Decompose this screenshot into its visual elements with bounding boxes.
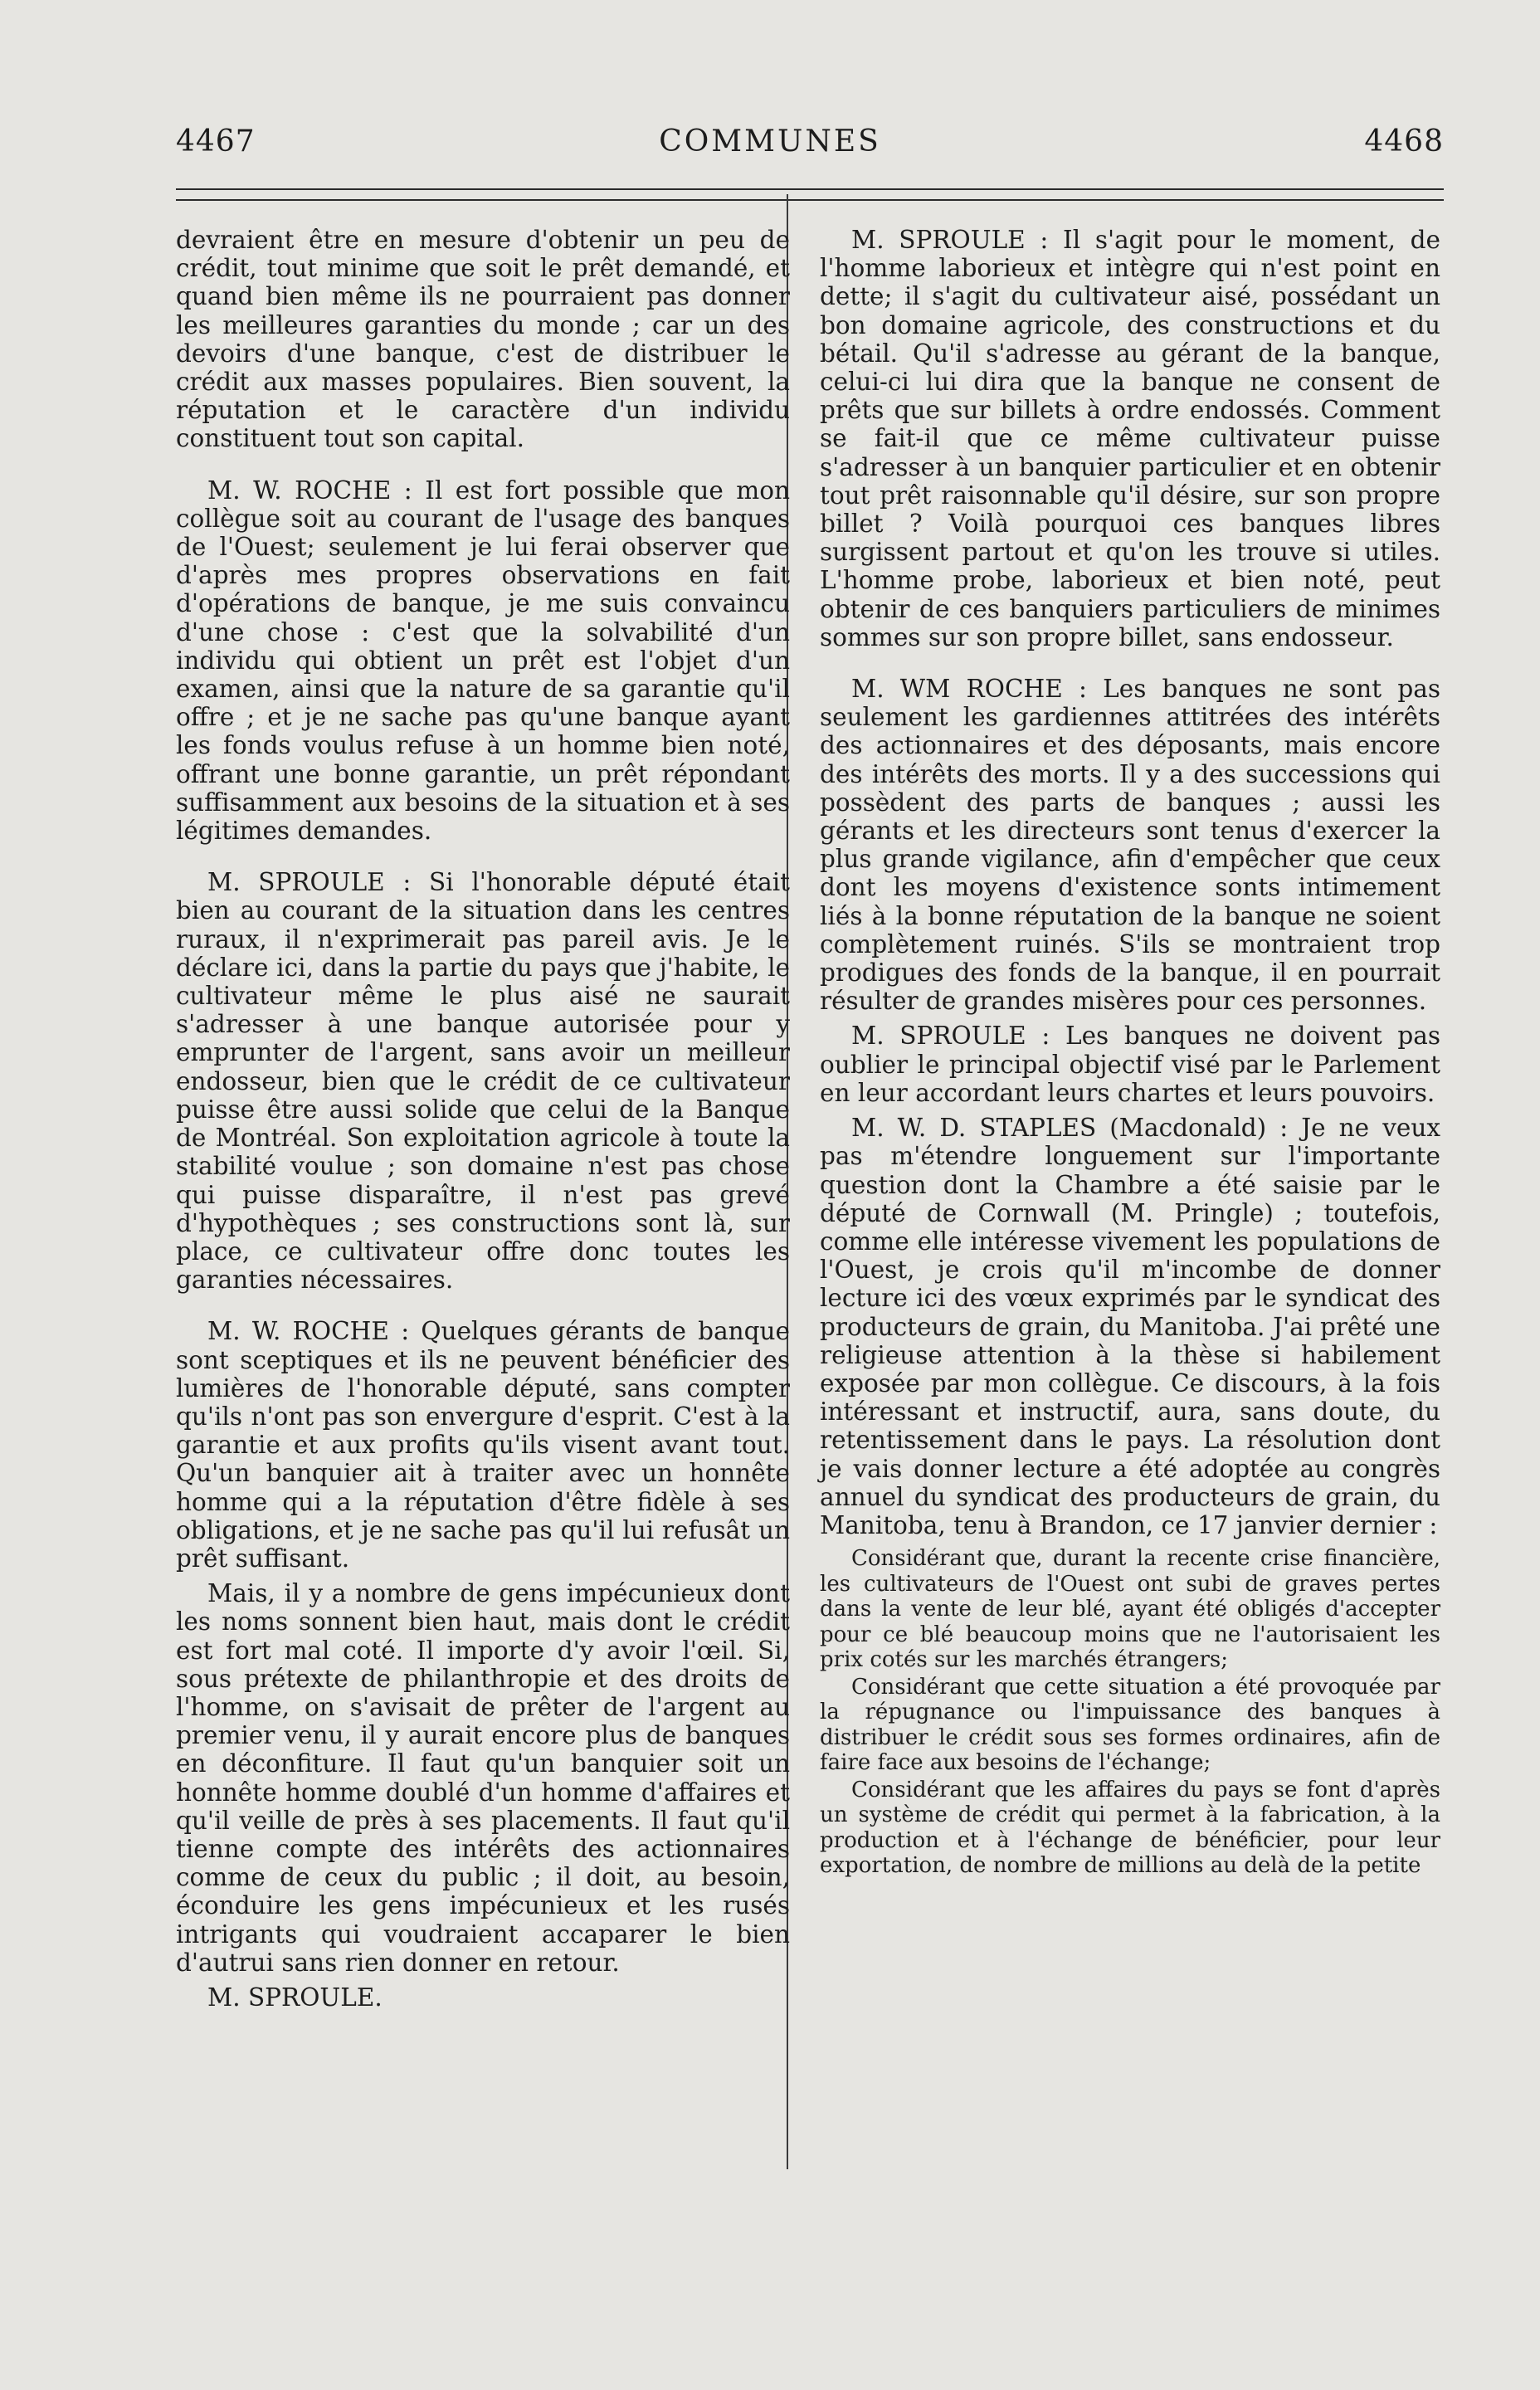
left-column — [176, 226, 790, 2018]
resolution-clause: Considérant que cette situation a été provoquée par la répugnance ou l'impuissance des banques à distribuer le crédit sous ses formes ordinaires, afin de faire face aux besoins de l'échange; — [820, 1674, 1440, 1776]
header-rule-bottom — [176, 199, 1444, 201]
paragraph: M. W. ROCHE : Quelques gérants de banque sont sceptiques et ils ne peuvent bénéficier des lumières de l'honorable député, sans compter qu'ils n'ont pas son envergure d'esprit. C'est à la garantie et aux profits qu'ils visent avant tout. Qu'un banquier ait à traiter avec un honnête homme qui a la réputation d'être fidèle à ses obligations, et je ne sache pas qu'il lui refusât un prêt suffisant. — [176, 1317, 790, 1573]
speaker-line: M. SPROULE. — [207, 1983, 383, 2012]
paragraph: M. W. D. STAPLES (Macdonald) : Je ne veux pas m'étendre longuement sur l'importante question dont la Chambre a été saisie par le député de Cornwall (M. Pringle) ; toutefois, comme elle intéresse vivement les populations de l'Ouest, je crois qu'il m'incombe de donner lecture ici des vœux exprimés par le syndicat des producteurs de grain, du Manitoba. J'ai prêté une religieuse attention à la thèse si habilement exposée par mon collègue. Ce discours, à la fois intéressant et instructif, aura, sans doute, du retentissement dans le pays. La résolution dont je vais donner lecture a été adoptée au congrès annuel du syndicat des producteurs de grain, du Manitoba, tenu à Brandon, ce 17 janvier dernier : — [820, 1114, 1440, 1539]
paragraph: M. SPROULE : Si l'honorable député était bien au courant de la situation dans les centres ruraux, il n'exprimerait pas pareil avis. Je le déclare ici, dans la partie du pays que j'habite, le cultivateur même le plus aisé ne saurait s'adresser à une banque autorisée pour y emprunter de l'argent, sans avoir un meilleur endosseur, bien que le crédit de ce cultivateur puisse être aussi solide que celui de la Banque de Montréal. Son exploitation agricole à toute la stabilité voulue ; son domaine n'est pas chose qui puisse disparaître, il n'est pas grevé d'hypothèques ; ses constructions sont là, sur place, ce cultivateur offre donc toutes les garanties nécessaires. — [176, 868, 790, 1295]
paragraph: M. SPROULE : Il s'agit pour le moment, de l'homme laborieux et intègre qui n'est point en dette; il s'agit du cultivateur aisé, possédant un bon domaine agricole, des constructions et du bétail. Qu'il s'adresse au gérant de la banque, celui-ci lui dira que la banque ne consent de prêts que sur billets à ordre endossés. Comment se fait-il que ce même cultivateur puisse s'adresser à un banquier particulier et en obtenir tout prêt raisonnable qu'il désire, sur son propre billet ? Voilà pourquoi ces banques libres surgissent partout et qu'on les trouve si utiles. L'homme probe, laborieux et bien noté, peut obtenir de ces banquiers particuliers de minimes sommes sur son propre billet, sans endosseur. — [820, 226, 1440, 651]
right-column — [820, 226, 1440, 1880]
resolution-clause: Considérant que les affaires du pays se font d'après un système de crédit qui permet à la fabrication, à la production et à l'échange de bénéficier, pour leur exportation, de nombre de millions au delà de la petite — [820, 1777, 1440, 1879]
paragraph: M. SPROULE : Les banques ne doivent pas oublier le principal objectif visé par le Parlement en leur accordant leurs chartes et leurs pouvoirs. — [820, 1022, 1440, 1107]
paragraph: M. WM ROCHE : Les banques ne sont pas seulement les gardiennes attitrées des intérêts des actionnaires et des déposants, mais encore des intérêts des morts. Il y a des successions qui possèdent des parts de banques ; aussi les gérants et les directeurs sont tenus d'exercer la plus grande vigilance, afin d'empêcher que ceux dont les moyens d'existence sonts intimement liés à la bonne réputation de la banque ne soient complètement ruinés. S'ils se montraient trop prodigues des fonds de la banque, il en pourrait résulter de grandes misères pour ces personnes. — [820, 675, 1440, 1016]
paragraph: M. W. ROCHE : Il est fort possible que mon collègue soit au courant de l'usage des banques de l'Ouest; seulement je lui ferai observer que d'après mes propres observations en fait d'opérations de banque, je me suis convaincu d'une chose : c'est que la solvabilité d'un individu qui obtient un prêt est l'objet d'un examen, ainsi que la nature de sa garantie qu'il offre ; et je ne sache pas qu'une banque ayant les fonds voulus refuse à un homme bien noté, offrant une bonne garantie, un prêt répondant suffisamment aux besoins de la situation et à ses légitimes demandes. — [176, 476, 790, 846]
paragraph: devraient être en mesure d'obtenir un peu de crédit, tout minime que soit le prêt demandé, et quand bien même ils ne pourraient pas donner les meilleures garanties du monde ; car un des devoirs d'une banque, c'est de distribuer le crédit aux masses populaires. Bien souvent, la réputation et le caractère d'un individu constituent tout son capital. — [176, 226, 790, 453]
running-title: COMMUNES — [659, 124, 881, 159]
right-page-number: 4468 — [1364, 124, 1444, 159]
paragraph: Mais, il y a nombre de gens impécunieux dont les noms sonnent bien haut, mais dont le crédit est fort mal coté. Il importe d'y avoir l'œil. Si, sous prétexte de philanthropie et des droits de l'homme, on s'avisait de prêter de l'argent au premier venu, il y aurait encore plus de banques en déconfiture. Il faut qu'un banquier soit un honnête homme doublé d'un homme d'affaires et qu'il veille de près à ses placements. Il faut qu'il tienne compte des intérêts des actionnaires comme de ceux du public ; il doit, au besoin, éconduire les gens impécunieux et les rusés intrigants qui voudraient accaparer le bien d'autrui sans rien donner en retour. — [176, 1579, 790, 1977]
left-page-number: 4467 — [176, 124, 256, 159]
header-rule-top — [176, 188, 1444, 190]
resolution-clause: Considérant que, durant la recente crise financière, les cultivateurs de l'Ouest ont subi de graves pertes dans la vente de leur blé, ayant été obligés d'accepter pour ce blé beaucoup moins que ne l'autorisaient les prix cotés sur les marchés étrangers; — [820, 1546, 1440, 1673]
